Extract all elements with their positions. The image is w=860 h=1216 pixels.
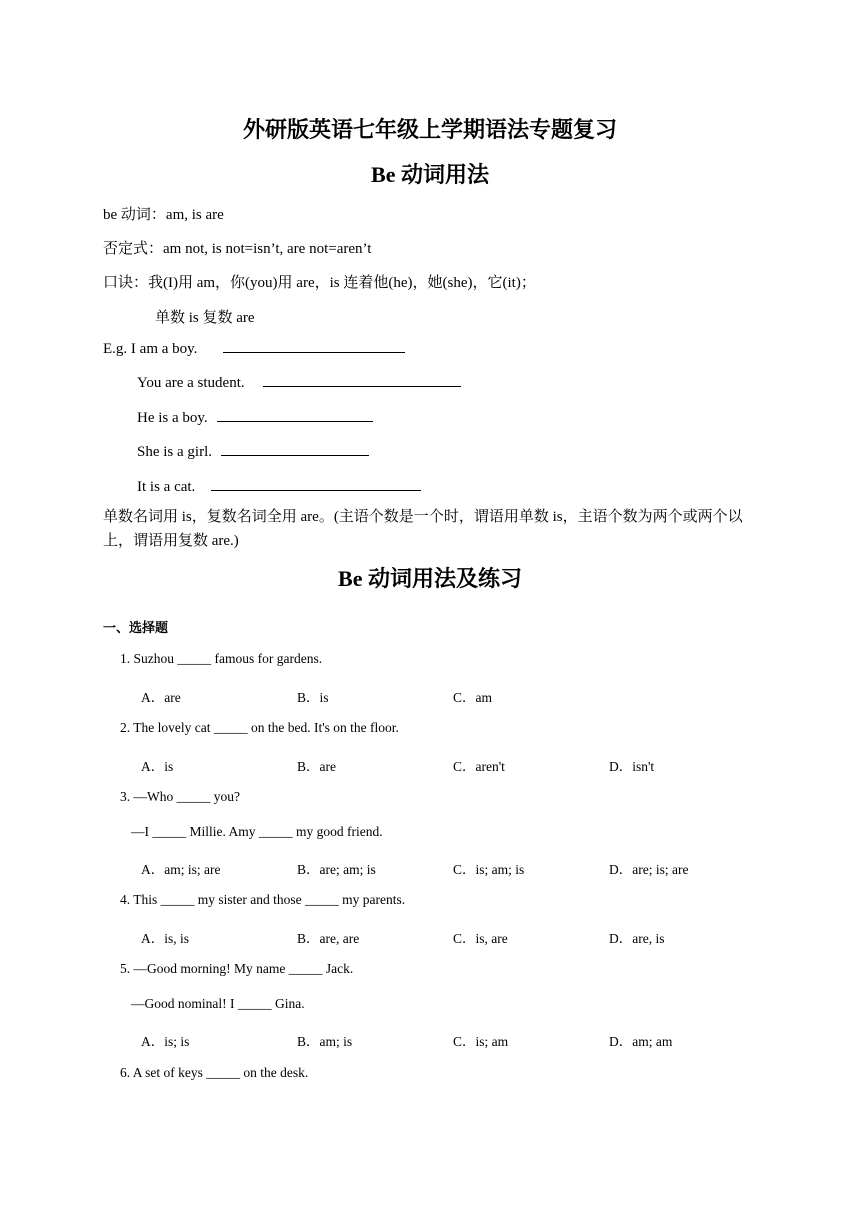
question-1: 1. Suzhou _____ famous for gardens.: [120, 651, 323, 666]
option-c[interactable]: C．am: [453, 690, 492, 705]
answer-blank[interactable]: [221, 454, 369, 456]
be-verbs-line: be 动词：am, is are: [103, 207, 224, 223]
question-3-line-2: —I _____ Millie. Amy _____ my good friend.: [131, 824, 383, 839]
answer-blank[interactable]: [211, 489, 421, 491]
answer-blank[interactable]: [217, 420, 373, 422]
option-a[interactable]: A．am; is; are: [141, 862, 221, 877]
question-2: 2. The lovely cat _____ on the bed. It's on the floor.: [120, 720, 399, 735]
answer-blank[interactable]: [263, 385, 461, 387]
answer-blank[interactable]: [223, 351, 405, 353]
option-b[interactable]: B．are; am; is: [297, 862, 376, 877]
section-title: 一、选择题: [103, 621, 169, 636]
option-c[interactable]: C．is; am; is: [453, 862, 525, 877]
example-text: He is a boy.: [137, 410, 208, 426]
option-c[interactable]: C．is; am: [453, 1034, 509, 1049]
example-1: [103, 341, 405, 358]
option-b[interactable]: B．are: [297, 759, 336, 774]
option-a[interactable]: A．is; is: [141, 1034, 190, 1049]
option-c[interactable]: C．is, are: [453, 931, 508, 946]
option-d[interactable]: D．am; am: [609, 1034, 673, 1049]
option-c[interactable]: C．aren't: [453, 759, 505, 774]
document-title: 外研版英语七年级上学期语法专题复习: [242, 117, 617, 142]
example-text: She is a girl.: [137, 444, 212, 460]
option-b[interactable]: B．am; is: [297, 1034, 353, 1049]
example-text: It is a cat.: [137, 479, 196, 495]
question-6: 6. A set of keys _____ on the desk.: [120, 1065, 309, 1080]
option-b[interactable]: B．are, are: [297, 931, 360, 946]
negative-form-line: 否定式：am not, is not=isn’t, are not=aren’t: [103, 241, 372, 257]
option-d[interactable]: D．are; is; are: [609, 862, 689, 877]
rule-paragraph: 单数名词用 is，复数名词全用 are。(主语个数是一个时，谓语用单数 is，主语个数为两个或两个以上，谓语用复数 are.): [103, 509, 743, 549]
option-d[interactable]: D．are, is: [609, 931, 665, 946]
option-b[interactable]: B．is: [297, 690, 329, 705]
question-5-line-2: —Good nominal! I _____ Gina.: [131, 996, 305, 1011]
example-text: E.g. I am a boy.: [103, 341, 198, 357]
question-3: 3. —Who _____ you?: [120, 789, 240, 804]
exercise-title: Be 动词用法及练习: [338, 566, 522, 591]
example-5: [137, 479, 421, 496]
question-5: 5. —Good morning! My name _____ Jack.: [120, 961, 354, 976]
rhyme-line: 口诀：我(I)用 am，你(you)用 are，is 连着他(he)，她(she)，它(it)；: [103, 275, 536, 291]
option-d[interactable]: D．isn't: [609, 759, 655, 774]
question-4: 4. This _____ my sister and those _____ my parents.: [120, 892, 406, 907]
example-text: You are a student.: [137, 375, 245, 391]
option-a[interactable]: A．are: [141, 690, 181, 705]
option-a[interactable]: A．is, is: [141, 931, 190, 946]
option-a[interactable]: A．is: [141, 759, 174, 774]
example-3: [137, 410, 373, 427]
document-subtitle: Be 动词用法: [371, 162, 489, 187]
example-4: [137, 444, 369, 461]
example-2: [137, 375, 461, 392]
rhyme-line-2: 单数 is 复数 are: [155, 310, 255, 326]
